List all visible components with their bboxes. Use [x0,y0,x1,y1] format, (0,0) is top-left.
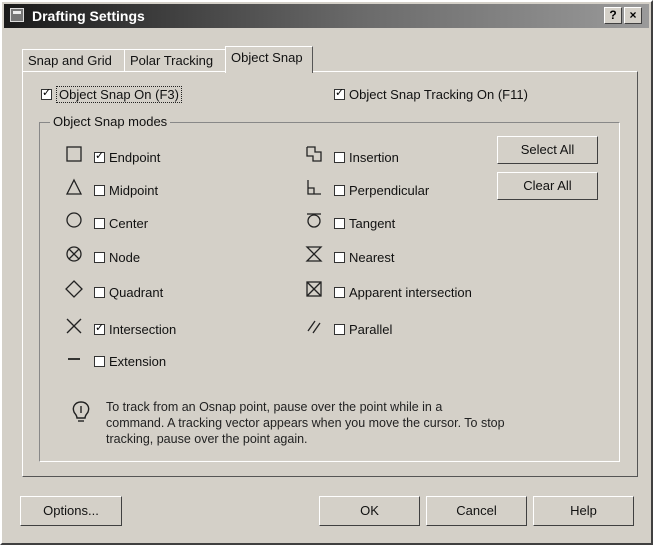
checkbox[interactable] [94,287,105,298]
mode-label: Extension [109,354,167,370]
mode-label: Perpendicular [349,183,430,199]
mode-parallel[interactable] [334,321,392,337]
mode-endpoint[interactable] [94,149,160,165]
tab-snap-and-grid[interactable] [22,49,126,72]
osnap-on-label: Object Snap On (F3) [56,86,182,103]
mode-intersection[interactable] [94,321,176,337]
square-icon [64,145,84,165]
tracking-on-label: Object Snap Tracking On (F11) [349,87,528,103]
mode-tangent[interactable] [334,215,395,231]
object-snap-panel [22,71,638,477]
cancel-button[interactable]: Cancel [426,496,527,526]
hourglass-icon [304,245,324,265]
mode-label: Node [109,250,141,266]
triangle-icon [64,178,84,198]
app-icon [10,8,24,22]
mode-label: Nearest [349,250,395,266]
mode-label: Endpoint [109,150,161,166]
tip-line: command. A tracking vector appears when you move the cursor. To stop [106,416,505,430]
mode-label: Parallel [349,322,393,338]
mode-label: Insertion [349,150,399,166]
mode-quadrant[interactable] [94,284,163,300]
title-bar[interactable] [4,4,649,28]
checkbox[interactable] [334,252,345,263]
mode-node[interactable] [94,249,140,265]
circle-x-icon [64,245,84,265]
circle-icon [64,211,84,231]
lightbulb-icon [68,399,94,425]
object-snap-modes-group [39,114,620,462]
checkbox[interactable] [94,152,105,163]
mode-insertion[interactable] [334,149,399,165]
checkbox[interactable] [94,218,105,229]
close-button[interactable]: × [624,7,642,24]
mode-extension[interactable] [94,353,166,369]
checkbox[interactable] [334,287,345,298]
checkbox[interactable] [334,218,345,229]
mode-label: Center [109,216,149,232]
insertion-icon [304,145,324,165]
tab-label: Snap and Grid [28,53,112,68]
tip-line: To track from an Osnap point, pause over the point while in a [106,400,443,414]
checkbox[interactable] [334,152,345,163]
group-title: Object Snap modes [50,114,170,129]
tab-object-snap[interactable] [225,46,313,73]
mode-label: Tangent [349,216,396,232]
tracking-tip [106,399,606,447]
tab-label: Object Snap [231,50,303,65]
ok-button[interactable]: OK [319,496,420,526]
select-all-button[interactable]: Select All [497,136,598,164]
checkbox[interactable] [94,324,105,335]
help-button[interactable]: Help [533,496,634,526]
tip-line: tracking, pause over the point again. [106,432,308,446]
mode-label: Quadrant [109,285,164,301]
parallel-icon [304,317,324,337]
mode-nearest[interactable] [334,249,395,265]
window-title: Drafting Settings [32,8,145,24]
x-icon [64,317,84,337]
checkbox[interactable] [334,185,345,196]
osnap-on-checkbox[interactable] [41,86,182,102]
mode-midpoint[interactable] [94,182,158,198]
mode-label: Apparent intersection [349,285,472,301]
dash-icon [64,349,84,369]
clear-all-button[interactable]: Clear All [497,172,598,200]
checkbox[interactable] [94,185,105,196]
tracking-on-checkbox[interactable] [334,86,528,102]
mode-label: Midpoint [109,183,159,199]
mode-apparent-intersection[interactable] [334,284,472,300]
options-button[interactable]: Options... [20,496,122,526]
mode-perpendicular[interactable] [334,182,429,198]
diamond-icon [64,280,84,300]
tab-polar-tracking[interactable] [124,49,227,72]
boxed-x-icon [304,280,324,300]
checkbox[interactable] [334,89,345,100]
help-title-button[interactable]: ? [604,7,622,24]
checkbox[interactable] [94,252,105,263]
mode-center[interactable] [94,215,148,231]
perpendicular-icon [304,178,324,198]
tangent-icon [304,211,324,231]
checkbox[interactable] [41,89,52,100]
checkbox[interactable] [334,324,345,335]
checkbox[interactable] [94,356,105,367]
tab-label: Polar Tracking [130,53,214,68]
mode-label: Intersection [109,322,177,338]
